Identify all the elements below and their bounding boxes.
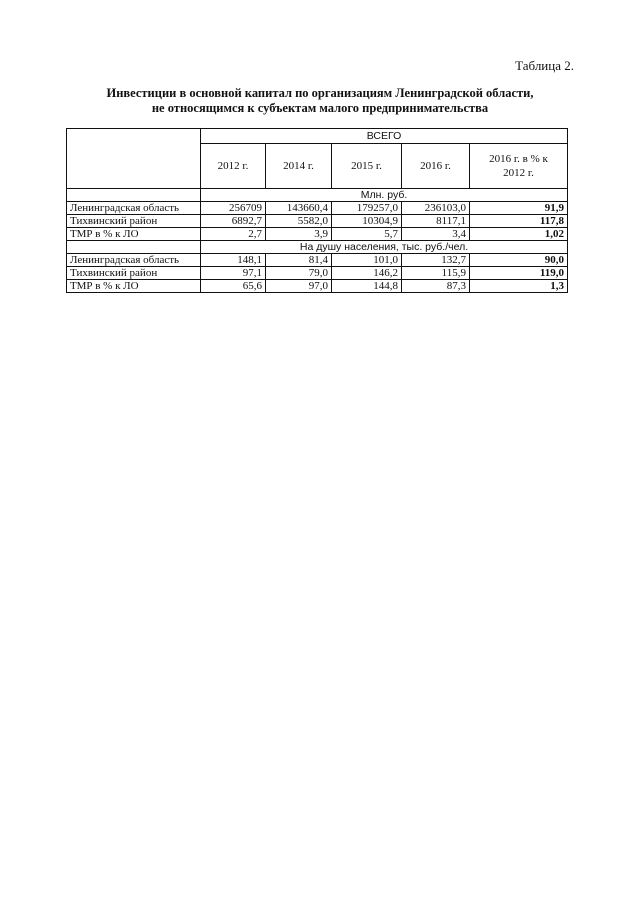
- table-cell: 10304,9: [332, 215, 402, 228]
- table-cell: 3,4: [402, 228, 470, 241]
- table-cell: 144,8: [332, 280, 402, 293]
- table-cell: 256709: [201, 202, 266, 215]
- ratio-header-line-2: 2012 г.: [503, 167, 534, 179]
- table-row: [67, 202, 568, 215]
- row-label: Тихвинский район: [67, 215, 201, 228]
- table-cell: 87,3: [402, 280, 470, 293]
- table-row: [67, 228, 568, 241]
- ratio-cell: 117,8: [470, 215, 568, 228]
- table-row: [67, 280, 568, 293]
- ratio-cell: 119,0: [470, 267, 568, 280]
- ratio-header-line-1: 2016 г. в % к: [489, 153, 548, 165]
- table-cell: 97,0: [266, 280, 332, 293]
- table-cell: 143660,4: [266, 202, 332, 215]
- table-cell: 236103,0: [402, 202, 470, 215]
- table-cell: 79,0: [266, 267, 332, 280]
- table-row: [67, 267, 568, 280]
- row-label: Ленинградская область: [67, 254, 201, 267]
- section-row: [67, 189, 568, 202]
- table-row: [67, 215, 568, 228]
- header-corner-cell: [67, 129, 201, 189]
- ratio-cell: 90,0: [470, 254, 568, 267]
- table-cell: 6892,7: [201, 215, 266, 228]
- investment-table: [66, 128, 568, 293]
- title-line-1: Инвестиции в основной капитал по организациям Ленинградской области,: [106, 86, 534, 100]
- row-label: Ленинградская область: [67, 202, 201, 215]
- table-cell: 65,6: [201, 280, 266, 293]
- section-label-spacer: [67, 241, 201, 254]
- title-line-2: не относящимся к субъектам малого предпринимательства: [151, 101, 489, 115]
- section-title: Млн. руб.: [201, 189, 568, 202]
- table-cell: 5,7: [332, 228, 402, 241]
- table-cell: 8117,1: [402, 215, 470, 228]
- row-label: Тихвинский район: [67, 267, 201, 280]
- section-row: [67, 241, 568, 254]
- table-cell: 179257,0: [332, 202, 402, 215]
- ratio-column-header: [470, 144, 568, 189]
- column-header: 2012 г.: [201, 144, 266, 189]
- header-row-group: [67, 129, 568, 144]
- section-title: На душу населения, тыс. руб./чел.: [201, 241, 568, 254]
- ratio-cell: 1,3: [470, 280, 568, 293]
- group-header: ВСЕГО: [201, 129, 568, 144]
- row-label: ТМР в % к ЛО: [67, 228, 201, 241]
- column-header: 2014 г.: [266, 144, 332, 189]
- document-title: [0, 86, 640, 116]
- table-cell: 132,7: [402, 254, 470, 267]
- table-cell: 148,1: [201, 254, 266, 267]
- table-cell: 81,4: [266, 254, 332, 267]
- table-cell: 5582,0: [266, 215, 332, 228]
- table-cell: 2,7: [201, 228, 266, 241]
- column-header: 2015 г.: [332, 144, 402, 189]
- table-cell: 115,9: [402, 267, 470, 280]
- table-number: Таблица 2.: [515, 58, 574, 73]
- row-label: ТМР в % к ЛО: [67, 280, 201, 293]
- ratio-cell: 1,02: [470, 228, 568, 241]
- section-label-spacer: [67, 189, 201, 202]
- table-cell: 97,1: [201, 267, 266, 280]
- table-row: [67, 254, 568, 267]
- table-cell: 101,0: [332, 254, 402, 267]
- table-cell: 3,9: [266, 228, 332, 241]
- column-header: 2016 г.: [402, 144, 470, 189]
- table-cell: 146,2: [332, 267, 402, 280]
- ratio-cell: 91,9: [470, 202, 568, 215]
